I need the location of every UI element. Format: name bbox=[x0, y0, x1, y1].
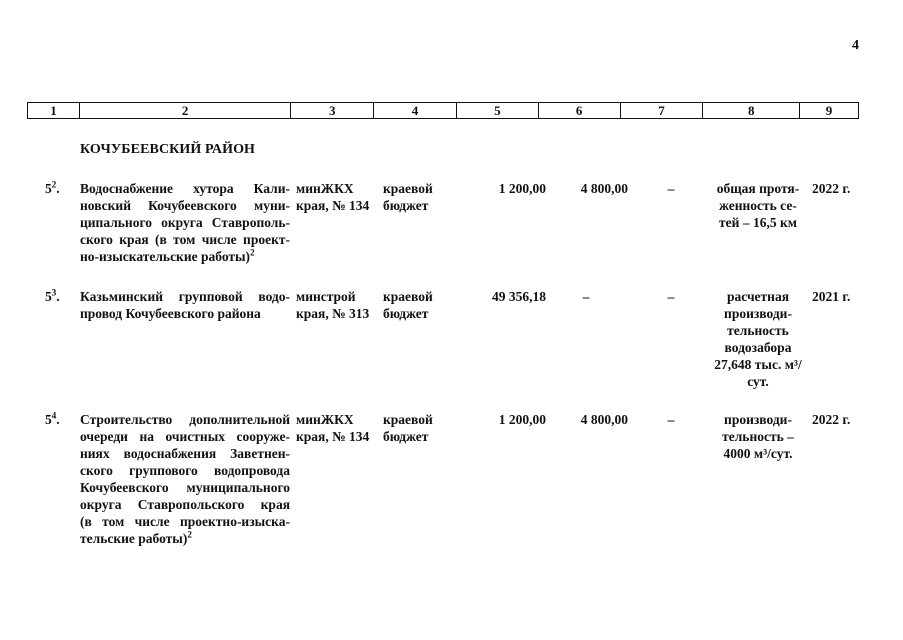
row-number: $5^4$. bbox=[45, 410, 60, 427]
header-cell-8: 8 bbox=[703, 103, 800, 118]
authority: минЖКХ края, № 134 bbox=[296, 412, 370, 444]
header-cell-6: 6 bbox=[539, 103, 621, 118]
completion-year: 2022 г. bbox=[812, 181, 851, 196]
amount-col7: – bbox=[667, 412, 675, 427]
funding-source: краевой бюджет bbox=[383, 181, 433, 213]
header-cell-7: 7 bbox=[621, 103, 704, 118]
amount-col7: – bbox=[667, 181, 675, 196]
header-cell-9: 9 bbox=[825, 103, 833, 118]
result-indicator: расчетная производи- тельность водозабора 27,648 тыс. м³/ сут. bbox=[714, 289, 802, 389]
result-indicator: общая протя- женность се- тей – 16,5 км bbox=[716, 181, 800, 230]
amount-col6: 4 800,00 bbox=[580, 412, 628, 427]
amount-col6: 4 800,00 bbox=[580, 181, 628, 196]
row-number: $5^2$. bbox=[45, 179, 60, 196]
header-cell-1: 1 bbox=[28, 103, 80, 118]
completion-year: 2021 г. bbox=[812, 289, 851, 304]
project-name: Строительство дополнительной очереди на очистных сооруже- ниях водоснабжения Заветнен- ского группового водопровода Кочубеевского муниципального округа Ставропольского края (в том числе проектно-изыска- тельские работы)$^2$ bbox=[80, 412, 290, 546]
project-name: Казьминский групповой водо- провод Кочубеевского района bbox=[80, 289, 290, 321]
row-number: $5^3$. bbox=[45, 287, 60, 304]
completion-year: 2022 г. bbox=[812, 412, 851, 427]
page-number: 4 bbox=[852, 38, 859, 53]
amount-col5: 1 200,00 bbox=[498, 412, 546, 427]
authority: минЖКХ края, № 134 bbox=[296, 181, 370, 213]
authority: минстрой края, № 313 bbox=[296, 289, 370, 321]
amount-col6: – bbox=[582, 289, 590, 304]
result-indicator: производи- тельность – 4000 м³/сут. bbox=[722, 412, 794, 461]
funding-source: краевой бюджет bbox=[383, 412, 433, 444]
project-name: Водоснабжение хутора Кали- новский Кочубеевского муни- ципального округа Ставрополь- ского края (в том числе проект- но-изыскательские работы)$^2$ bbox=[80, 181, 290, 264]
amount-col5: 49 356,18 bbox=[492, 289, 546, 304]
amount-col5: 1 200,00 bbox=[498, 181, 546, 196]
header-cell-3: 3 bbox=[291, 103, 374, 118]
section-title: КОЧУБЕЕВСКИЙ РАЙОН bbox=[80, 142, 256, 157]
amount-col7: – bbox=[667, 289, 675, 304]
header-cell-5: 5 bbox=[457, 103, 539, 118]
funding-source: краевой бюджет bbox=[383, 289, 433, 321]
header-cell-4: 4 bbox=[374, 103, 457, 118]
header-cell-2: 2 bbox=[80, 103, 291, 118]
table-header-row bbox=[27, 102, 859, 119]
